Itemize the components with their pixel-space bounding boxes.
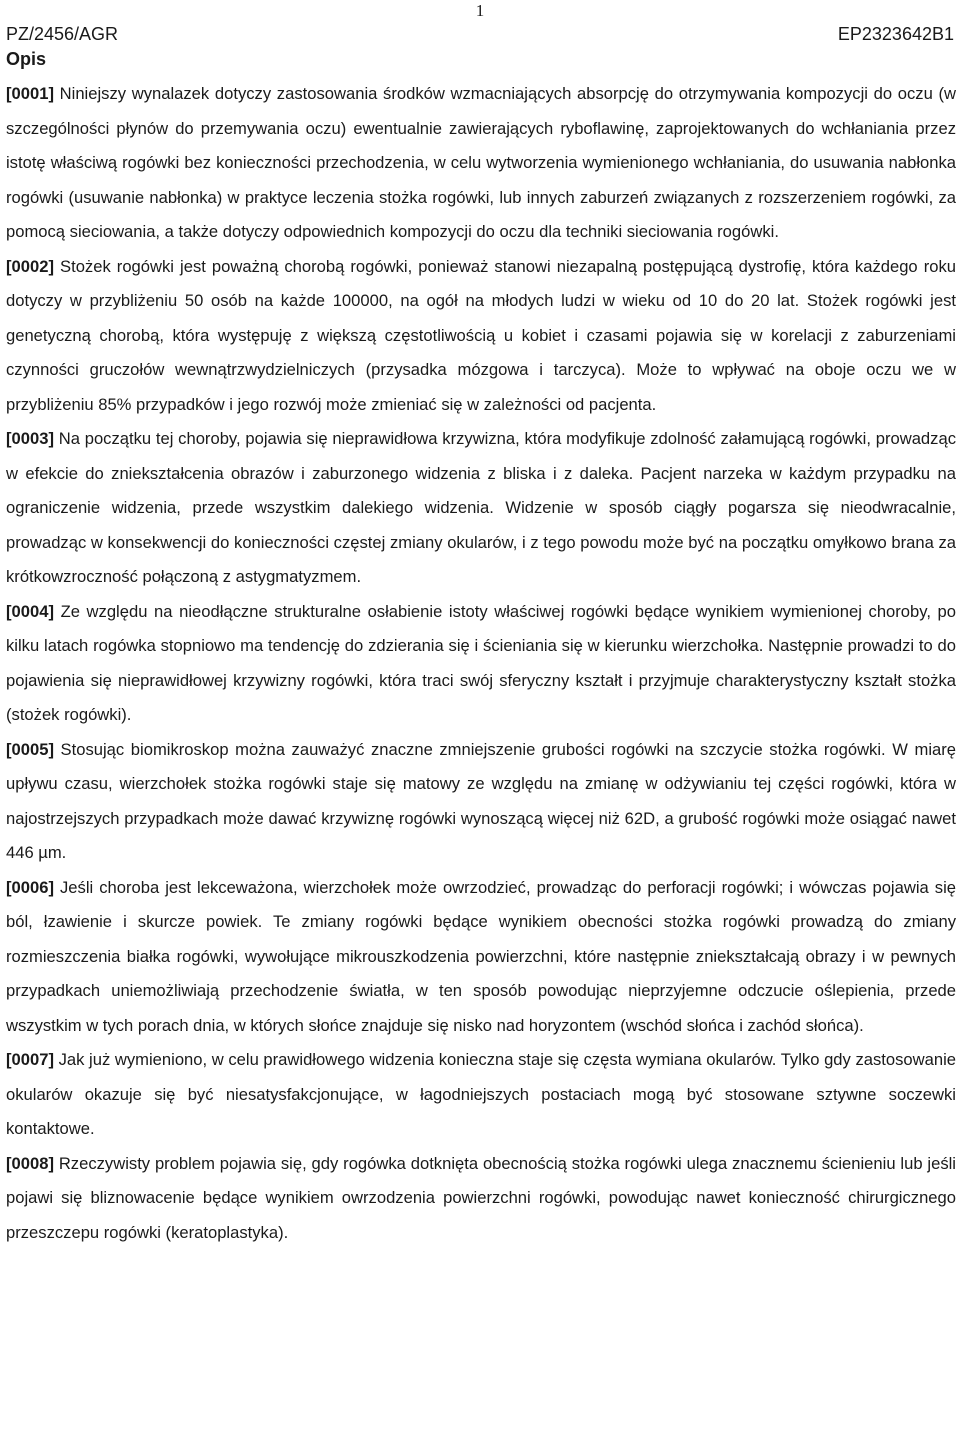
paragraph-0007 — [6, 1043, 956, 1147]
paragraph-number: [0008] — [6, 1153, 54, 1173]
paragraph-text: Rzeczywisty problem pojawia się, gdy rogówka dotknięta obecnością stożka rogówki ulega znacznemu ścienieniu lub jeśli pojawi się bliznowacenie będące wynikiem owrzodzenia powierzchni rogówki, powodując nawet konieczność chirurgicznego przeszczepu rogówki (keratoplastyka). — [6, 1153, 956, 1242]
paragraph-text: Niniejszy wynalazek dotyczy zastosowania środków wzmacniających absorpcję do otrzymywania kompozycji do oczu (w szczególności płynów do przemywania oczu) ewentualnie zawierających ryboflawinę, zaprojektowanych do wchłaniania przez istotę właściwą rogówki bez konieczności przechodzenia, w celu wytworzenia wymienionego wchłaniania, do usuwania nabłonka rogówki (usuwanie nabłonka) w praktyce leczenia stożka rogówki, lub innych zaburzeń związanych z rozszerzeniem rogówki, za pomocą sieciowania, a także dotyczy odpowiednich kompozycji do oczu dla techniki sieciowania rogówki. — [6, 84, 956, 241]
paragraph-number: [0002] — [6, 256, 54, 276]
paragraph-number: [0003] — [6, 429, 54, 448]
paragraph-text: Na początku tej choroby, pojawia się nieprawidłowa krzywizna, która modyfikuje zdolność załamującą rogówki, prowadząc w efekcie do zniekształcenia obrazów i zaburzonego widzenia z bliska i z daleka. Pacjent narzeka w każdym przypadku na ograniczenie widzenia, przede wszystkim dalekiego widzenia. Widzenie w sposób ciągły pogarsza się nieodwracalnie, prowadząc w konsekwencji do konieczności częstej zmiany okularów, i z tego powodu może być na początku omyłkowo brana za krótkowzroczność połączoną z astygmatyzmem. — [6, 429, 956, 586]
section-title: Opis — [6, 49, 47, 69]
paragraph-number: [0007] — [6, 1050, 54, 1069]
paragraph-0004 — [6, 595, 956, 733]
paragraph-text: Stosując biomikroskop można zauważyć znaczne zmniejszenie grubości rogówki na szczycie stożka rogówki. W miarę upływu czasu, wierzchołek stożka rogówki staje się matowy ze względu na zmianę w odżywianiu tej części rogówki, która w najostrzejszych przypadkach może dawać krzywiznę rogówki wynoszącą więcej niż 62D, a grubość rogówki może osiągać nawet 446 µm. — [6, 739, 956, 862]
paragraph-text: Jeśli choroba jest lekceważona, wierzchołek może owrzodzieć, prowadząc do perforacji rogówki; i wówczas pojawia się ból, łzawienie i skurcze powiek. Te zmiany rogówki będące wynikiem obecności stożka rogówki prowadzą do zmiany rozmieszczenia białka rogówki, wywołujące mikrouszkodzenia powierzchni, które następnie zniekształcają obrazy i w pewnych przypadkach uniemożliwiają przechodzenie światła, w ten sposób powodując nieprzyjemne odczucie oślepienia, przede wszystkim w tych porach dnia, w których słońce znajduje się nisko nad horyzontem (wschód słońca i zachód słońca). — [6, 877, 956, 1035]
paragraph-number: [0004] — [6, 601, 54, 621]
paragraph-text: Jak już wymieniono, w celu prawidłowego widzenia konieczna staje się częsta wymiana okularów. Tylko gdy zastosowanie okularów okazuje się być niesatysfakcjonujące, w łagodniejszych postaciach mogą być stosowane sztywne soczewki kontaktowe. — [6, 1050, 956, 1138]
paragraph-0002 — [6, 250, 956, 423]
patent-number: EP2323642B1 — [837, 24, 954, 44]
paragraph-number: [0005] — [6, 739, 54, 759]
paragraph-number: [0006] — [6, 877, 54, 897]
paragraph-0006 — [6, 871, 956, 1044]
paragraph-0005 — [6, 733, 956, 871]
paragraph-0001 — [6, 77, 956, 250]
paragraph-number: [0001] — [6, 84, 54, 103]
page-number: 1 — [475, 1, 485, 20]
paragraph-0008 — [6, 1147, 956, 1251]
paragraph-text: Stożek rogówki jest poważną chorobą rogówki, ponieważ stanowi niezapalną postępującą dystrofię, która każdego roku dotyczy w przybliżeniu 50 osób na każde 100000, na ogół na młodych ludzi w wieku od 10 do 20 lat. Stożek rogówki jest genetyczną chorobą, która występuję z większą częstotliwością u kobiet i czasami pojawia się w korelacji z zaburzeniami czynności gruczołów wewnątrzwydzielniczych (przysadka mózgowa i tarczyca). Może to wpływać na oboje oczu we w przybliżeniu 85% przypadków i jego rozwój może zmieniać się w zależności od pacjenta. — [6, 256, 956, 414]
paragraph-0003 — [6, 422, 956, 595]
application-number: PZ/2456/AGR — [6, 24, 119, 44]
paragraph-text: Ze względu na nieodłączne strukturalne osłabienie istoty właściwej rogówki będące wynikiem wymienionej choroby, po kilku latach rogówka stopniowo ma tendencję do zdzierania się i ścieniania się w kierunku wierzchołka. Następnie prowadzi to do pojawienia się nieprawidłowej krzywizny rogówki, która traci swój sferyczny kształt i przyjmuje charakterystyczny kształt stożka (stożek rogówki). — [6, 601, 956, 724]
document-body — [6, 77, 956, 1250]
